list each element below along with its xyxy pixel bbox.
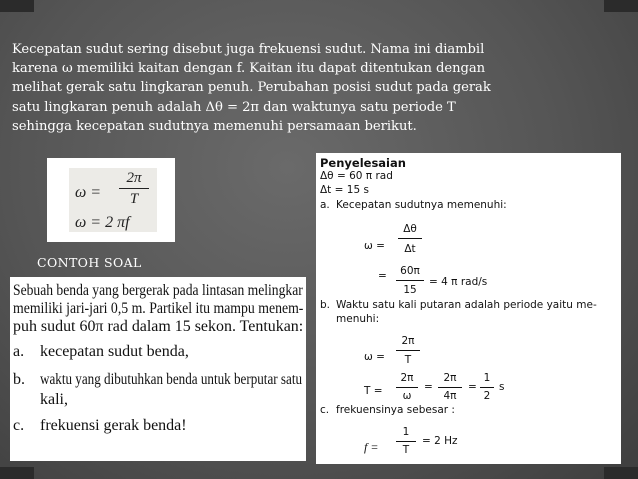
a-eq1-lhs: ω = <box>364 240 385 252</box>
b-eq2-equals: = <box>424 381 433 393</box>
formula-row1-numerator: 2π <box>126 170 142 186</box>
b-eq2-lhs: T = <box>364 385 383 397</box>
a-eq2-result: = 4 π rad/s <box>429 276 488 288</box>
corner-decoration-top-left <box>0 0 34 12</box>
a-eq2-numerator: 60π <box>400 265 420 277</box>
fraction-bar <box>119 188 149 189</box>
fraction-bar <box>438 387 462 388</box>
fraction-bar <box>480 387 494 388</box>
a-eq1-numerator: Δθ <box>403 223 417 235</box>
b-eq2-denominator1: ω <box>402 390 412 402</box>
b-eq2-equals2: = <box>468 381 477 393</box>
intro-paragraph <box>12 40 622 136</box>
b-eq2-denominator2: 4π <box>443 390 457 402</box>
part-c-text: frekuensinya sebesar : <box>336 404 455 416</box>
intro-line: melihat gerak satu lingkaran penuh. Perubahan posisi sudut pada gerak <box>12 80 491 96</box>
b-eq2-unit: s <box>499 381 505 393</box>
solution-box <box>316 153 621 464</box>
problem-line: Sebuah benda yang bergerak pada lintasan melingkar <box>13 282 303 299</box>
fraction-bar <box>396 280 424 281</box>
given-delta-theta: Δθ = 60 π rad <box>320 170 393 182</box>
b-eq1-denominator: T <box>404 354 412 366</box>
corner-decoration-bottom-left <box>0 467 34 479</box>
intro-line: satu lingkaran penuh adalah Δθ = 2π dan waktunya satu periode T <box>12 99 456 115</box>
formula-row1-lhs: ω = <box>75 184 102 201</box>
part-a-letter: a. <box>320 199 330 211</box>
b-eq2-numerator3: 1 <box>483 372 491 384</box>
fraction-bar <box>396 387 418 388</box>
problem-line: memiliki jari-jari 0,5 m. Partikel itu mampu menem- <box>13 300 304 317</box>
fraction-bar <box>396 441 416 442</box>
problem-option <box>13 417 187 435</box>
part-c-letter: c. <box>320 404 330 416</box>
option-letter: a. <box>13 343 25 360</box>
b-eq2-numerator2: 2π <box>443 372 457 384</box>
b-eq1-numerator: 2π <box>401 335 415 347</box>
option-letter: c. <box>13 417 25 434</box>
formula-row2: ω = 2 πf <box>75 214 130 231</box>
contoh-soal-label: CONTOH SOAL <box>37 255 142 270</box>
given-delta-t: Δt = 15 s <box>320 184 369 196</box>
formula-row1-denominator: T <box>129 191 139 207</box>
c-eq-denominator: T <box>402 444 410 456</box>
option-letter: b. <box>13 371 25 388</box>
a-eq2-denominator: 15 <box>403 284 417 296</box>
fraction-bar <box>398 238 422 239</box>
fraction-bar <box>396 350 420 351</box>
formula-box <box>47 158 175 242</box>
corner-decoration-bottom-right <box>604 467 638 479</box>
problem-option <box>13 371 303 389</box>
part-a-text: Kecepatan sudutnya memenuhi: <box>336 199 507 211</box>
b-eq2-numerator1: 2π <box>400 372 414 384</box>
part-b-letter: b. <box>320 299 331 311</box>
formula-row1-fraction <box>119 170 149 207</box>
b-eq2-denominator3: 2 <box>483 390 491 402</box>
part-b-text-line1: Waktu satu kali putaran adalah periode yaitu me- <box>336 299 597 311</box>
corner-decoration-top-right <box>604 0 638 12</box>
problem-box <box>10 277 306 461</box>
problem-option <box>13 343 189 361</box>
option-text: frekuensi gerak benda! <box>40 417 187 434</box>
solution-title: Penyelesaian <box>320 156 406 170</box>
c-eq-lhs: f = <box>364 440 379 454</box>
problem-line: puh sudut 60π rad dalam 15 sekon. Tentukan: <box>13 318 304 335</box>
c-eq-result: = 2 Hz <box>422 435 458 447</box>
intro-line: karena ω memiliki kaitan dengan f. Kaitan itu dapat ditentukan dengan <box>12 61 486 77</box>
c-eq-numerator: 1 <box>402 426 410 438</box>
intro-line: sehingga kecepatan sudutnya memenuhi persamaan berikut. <box>12 118 417 134</box>
option-text: kecepatan sudut benda, <box>40 343 189 360</box>
b-eq1-lhs: ω = <box>364 351 385 363</box>
option-text: kali, <box>40 391 68 408</box>
part-b-text-line2: menuhi: <box>336 313 380 325</box>
a-eq2-lhs: = <box>378 270 387 282</box>
formula-image <box>69 168 157 232</box>
a-eq1-denominator: Δt <box>404 243 416 255</box>
option-text: waktu yang dibutuhkan benda untuk berputar satu <box>40 371 303 388</box>
intro-line: Kecepatan sudut sering disebut juga frekuensi sudut. Nama ini diambil <box>12 42 485 57</box>
